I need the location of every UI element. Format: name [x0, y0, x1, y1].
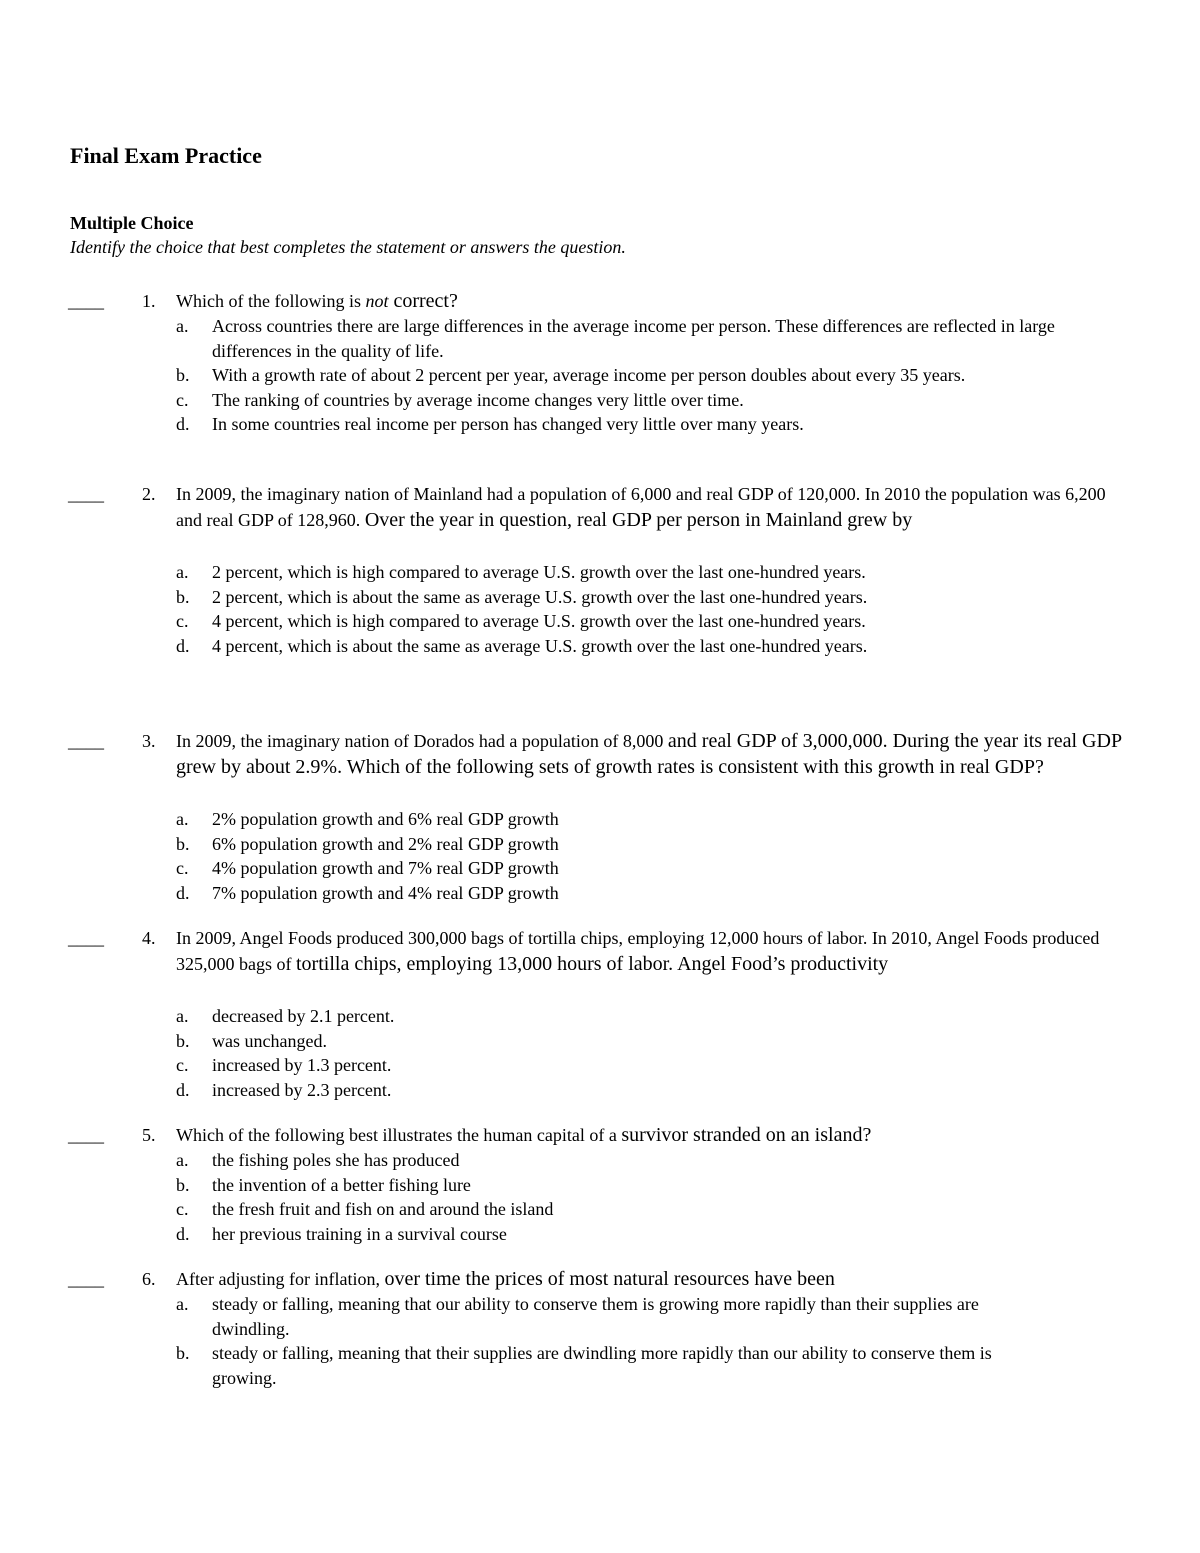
option-c: c. The ranking of countries by average income changes very little over time. [176, 389, 744, 410]
question-stem: In 2009, Angel Foods produced 300,000 bags of tortilla chips, employing 12,000 hours of labor. In 2010, Angel Foods produced 325,000 bags of tortilla chips, employing 13,000 hours of labor. Angel Food’s productivity [176, 928, 1100, 975]
question-number: 2. [142, 484, 156, 504]
document-title: Final Exam Practice [70, 143, 262, 168]
option-b: b. 2 percent, which is about the same as average U.S. growth over the last one-hundred years. [176, 586, 868, 607]
option-a: a. the fishing poles she has produced [176, 1150, 460, 1170]
option-a: a. decreased by 2.1 percent. [176, 1006, 395, 1026]
answer-blank: ____ [68, 484, 104, 504]
answer-blank: ____ [68, 1125, 104, 1145]
question-number: 4. [142, 928, 156, 948]
option-d: d. increased by 2.3 percent. [176, 1079, 392, 1100]
option-d: d. her previous training in a survival course [176, 1223, 507, 1244]
option-list [176, 560, 1056, 658]
option-list [176, 1004, 1056, 1102]
question-stem: Which of the following best illustrates the human capital of a survivor stranded on an island? [176, 1124, 872, 1146]
answer-blank: ____ [68, 731, 104, 751]
option-b: b. steady or falling, meaning that their supplies are dwindling more rapidly than our ability to conserve them is growing. [176, 1343, 992, 1388]
option-d: d. In some countries real income per person has changed very little over many years. [176, 414, 804, 434]
option-list [176, 807, 1056, 905]
option-b: b. the invention of a better fishing lure [176, 1174, 471, 1195]
question-stem: In 2009, the imaginary nation of Dorados had a population of 8,000 and real GDP of 3,000,000. During the year its real GDP grew by about 2.9%. Which of the following sets of growth rates is consistent with this growth in real GDP? [176, 730, 1122, 778]
question-stem: In 2009, the imaginary nation of Mainland had a population of 6,000 and real GDP of 120,000. In 2010 the population was 6,200 and real GDP of 128,960. Over the year in question, real GDP per person in Mainland grew by [176, 484, 1106, 531]
question-number: 5. [142, 1125, 156, 1145]
option-b: b. was unchanged. [176, 1030, 327, 1051]
option-list [176, 1148, 1056, 1246]
question-number: 6. [142, 1269, 156, 1289]
answer-blank: ____ [68, 291, 104, 311]
option-c: c. 4% population growth and 7% real GDP growth [176, 858, 559, 878]
question-number: 3. [142, 731, 156, 751]
option-b: b. 6% population growth and 2% real GDP growth [176, 833, 559, 854]
option-c: c. 4 percent, which is high compared to average U.S. growth over the last one-hundred years. [176, 611, 866, 631]
option-c: c. increased by 1.3 percent. [176, 1055, 392, 1075]
option-list [176, 1292, 996, 1390]
instructions: Identify the choice that best completes the statement or answers the question. [70, 237, 626, 257]
question-stem: After adjusting for inflation, over time the prices of most natural resources have been [176, 1268, 835, 1290]
option-c: c. the fresh fruit and fish on and around the island [176, 1199, 554, 1219]
option-d: d. 7% population growth and 4% real GDP growth [176, 882, 559, 903]
option-a: a. Across countries there are large differences in the average income per person. These differences are reflected in large differences in the quality of life. [176, 316, 1055, 361]
question-number: 1. [142, 291, 156, 311]
option-d: d. 4 percent, which is about the same as average U.S. growth over the last one-hundred years. [176, 635, 868, 656]
option-list [176, 314, 1056, 437]
answer-blank: ____ [68, 928, 104, 948]
option-b: b. With a growth rate of about 2 percent per year, average income per person doubles about every 35 years. [176, 365, 966, 385]
question-stem: Which of the following is not correct? [176, 290, 458, 312]
option-a: a. steady or falling, meaning that our ability to conserve them is growing more rapidly than their supplies are dwindling. [176, 1294, 979, 1339]
answer-blank: ____ [68, 1269, 104, 1289]
option-a: a. 2% population growth and 6% real GDP growth [176, 809, 559, 829]
option-a: a. 2 percent, which is high compared to average U.S. growth over the last one-hundred years. [176, 562, 866, 582]
section-title: Multiple Choice [70, 213, 194, 233]
